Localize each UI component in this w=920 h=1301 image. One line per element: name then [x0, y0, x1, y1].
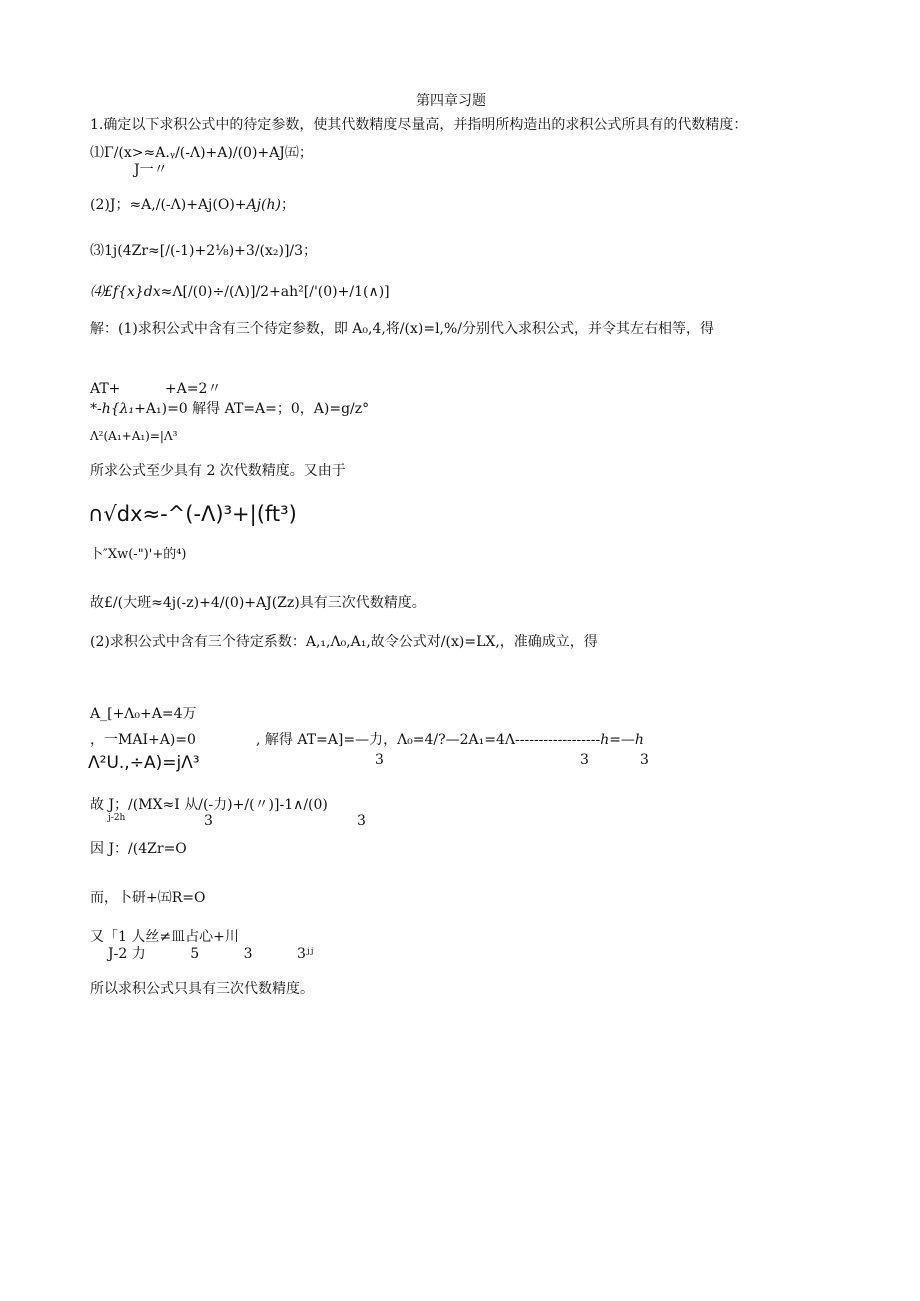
- item-2-formula: [90, 196, 295, 214]
- equation-2-c: +A₁)=0 解得 AT=A=；0，A)=g/z°: [134, 401, 370, 417]
- equation-3: Λ²(A₁+A₁)=|Λ³: [90, 429, 178, 443]
- fraction-denominator-b: 3: [580, 752, 589, 768]
- equation-2: [90, 400, 369, 418]
- item-2-tail: Aj(h): [246, 197, 281, 213]
- line-and: 而，卜研+㈤R=O: [90, 890, 206, 906]
- equation-5-right: [256, 731, 644, 749]
- result-2-sub: j-2h: [108, 813, 126, 823]
- item-2-head: (2)J；≈A,/(-Λ)+Aj(O)+: [90, 197, 247, 213]
- paragraph-1: 所求公式至少具有 2 次代数精度。又由于: [90, 463, 346, 479]
- item-3-formula: ⑶1j(4Zr≈[/(-1)+2⅛)+3/(x₂)]/3；: [90, 243, 318, 259]
- equation-1: AT+ +A=2〃: [90, 381, 222, 397]
- equation-6: Λ²U.,÷A)=jΛ³: [88, 753, 200, 773]
- formula-1: ∩√dx≈-^(-Λ)³+|(ft³): [88, 502, 297, 526]
- equation-2-b: h{λ₁: [101, 401, 135, 417]
- line-again: 又「1 人丝≠皿占心+川: [90, 929, 239, 945]
- final-conclusion: 所以求积公式只具有三次代数精度。: [90, 981, 314, 997]
- result-2-denominator-b: 3: [357, 813, 366, 829]
- item-1-formula: ⑴Γ/(x>≈A.ᵧ/(-Λ)+A)/(0)+AJ㈤；: [90, 145, 313, 161]
- line-again-sub: J-2 力 5 3 3ʲʲ: [108, 946, 314, 962]
- page-title: 第四章习题: [416, 93, 486, 109]
- result-2-denominator-a: 3: [204, 813, 213, 829]
- equation-2-a: *-: [90, 401, 102, 417]
- conclusion-1: 故£/(大班≈4j(-z)+4/(0)+AJ(Zz)具有三次代数精度。: [90, 595, 426, 611]
- item-1-sub: J一〃: [134, 162, 168, 178]
- fraction-denominator-c: 3: [640, 752, 649, 768]
- fraction-denominator-a: 3: [375, 752, 384, 768]
- item-4-tail: ≈Λ[/(0)÷/(Λ)]/2+ah²[/'(0)+/1(∧)]: [160, 284, 390, 300]
- equation-4: A_[+Λ₀+A=4万: [90, 706, 197, 722]
- formula-1-sub: 卜″Xw(-")'+的⁴): [90, 547, 187, 562]
- equation-5: ，一MAI+A)=0: [90, 732, 196, 748]
- line-because: 因 J：/(4Zr=O: [90, 841, 187, 857]
- solution-2-intro: (2)求积公式中含有三个待定系数：A,₁,Λ₀,A₁,故令公式对/(x)=LX,，准确成立，得: [90, 634, 598, 650]
- equation-5-right-b: h=—h: [600, 732, 644, 748]
- solution-1-intro: 解：(1)求积公式中含有三个待定参数，即 A₀,4,将/(x)=l,%/分别代入求积公式，并令其左右相等，得: [90, 321, 715, 337]
- question-1: 1.确定以下求积公式中的待定参数，使其代数精度尽量高，并指明所构造出的求积公式所具有的代数精度：: [90, 117, 748, 133]
- item-2-end: ；: [280, 197, 295, 213]
- result-2: 故 J；/(MX≈I 从/(-力)+/(〃)]-1∧/(0): [90, 797, 328, 813]
- item-4-formula: [90, 283, 390, 301]
- item-4-head: ⑷£f{x}dx: [90, 284, 161, 300]
- equation-5-right-a: , 解得 AT=A]=—力，Λ₀=4/?—2A₁=4Λ------------------: [256, 732, 601, 748]
